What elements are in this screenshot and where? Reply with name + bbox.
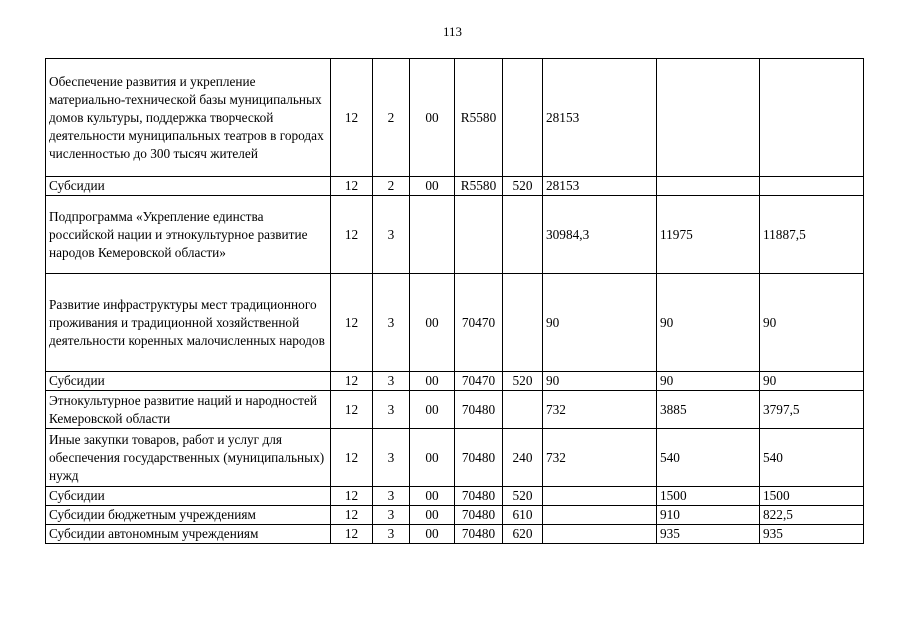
expense-type-cell (503, 391, 543, 429)
row-name-cell: Субсидии (46, 177, 331, 196)
amount-year1-cell: 28153 (543, 59, 657, 177)
amount-year3-cell (760, 59, 864, 177)
table-row (46, 506, 864, 525)
program-code-cell: 00 (410, 59, 455, 177)
expense-type-cell: 610 (503, 506, 543, 525)
section-code-cell: 12 (331, 391, 373, 429)
expense-type-cell (503, 274, 543, 372)
amount-year1-cell: 732 (543, 391, 657, 429)
section-code-cell: 12 (331, 372, 373, 391)
amount-year2-cell: 935 (657, 525, 760, 544)
amount-year2-cell: 3885 (657, 391, 760, 429)
table-row (46, 59, 864, 177)
amount-year1-cell: 90 (543, 372, 657, 391)
row-name-cell: Развитие инфраструктуры мест традиционного проживания и традиционной хозяйственной деятельности коренных малочисленных народов (46, 274, 331, 372)
subsection-code-cell: 3 (373, 196, 410, 274)
expense-type-cell: 520 (503, 177, 543, 196)
subsection-code-cell: 3 (373, 506, 410, 525)
amount-year3-cell: 822,5 (760, 506, 864, 525)
direction-code-cell: 70480 (455, 487, 503, 506)
direction-code-cell: R5580 (455, 59, 503, 177)
table-row (46, 196, 864, 274)
direction-code-cell: 70480 (455, 506, 503, 525)
expense-type-cell (503, 196, 543, 274)
amount-year3-cell: 1500 (760, 487, 864, 506)
section-code-cell: 12 (331, 196, 373, 274)
direction-code-cell (455, 196, 503, 274)
subsection-code-cell: 3 (373, 274, 410, 372)
page-number: 113 (442, 24, 463, 39)
expense-type-cell: 240 (503, 429, 543, 487)
row-name-cell: Этнокультурное развитие наций и народностей Кемеровской области (46, 391, 331, 429)
amount-year2-cell: 910 (657, 506, 760, 525)
amount-year2-cell: 90 (657, 372, 760, 391)
section-code-cell: 12 (331, 177, 373, 196)
subsection-code-cell: 2 (373, 177, 410, 196)
direction-code-cell: 70470 (455, 274, 503, 372)
program-code-cell (410, 196, 455, 274)
table-row (46, 487, 864, 506)
section-code-cell: 12 (331, 274, 373, 372)
row-name-cell: Субсидии автономным учреждениям (46, 525, 331, 544)
section-code-cell: 12 (331, 487, 373, 506)
expense-type-cell (503, 59, 543, 177)
expense-type-cell: 520 (503, 372, 543, 391)
amount-year3-cell: 90 (760, 372, 864, 391)
amount-year2-cell: 11975 (657, 196, 760, 274)
amount-year2-cell: 540 (657, 429, 760, 487)
amount-year3-cell (760, 177, 864, 196)
section-code-cell: 12 (331, 506, 373, 525)
budget-table (45, 58, 864, 544)
subsection-code-cell: 3 (373, 391, 410, 429)
amount-year1-cell (543, 506, 657, 525)
row-name-cell: Субсидии (46, 372, 331, 391)
section-code-cell: 12 (331, 59, 373, 177)
amount-year3-cell: 11887,5 (760, 196, 864, 274)
row-name-cell: Субсидии бюджетным учреждениям (46, 506, 331, 525)
table-row (46, 274, 864, 372)
table-row (46, 391, 864, 429)
table-row (46, 372, 864, 391)
program-code-cell: 00 (410, 487, 455, 506)
subsection-code-cell: 3 (373, 525, 410, 544)
table-row (46, 525, 864, 544)
program-code-cell: 00 (410, 391, 455, 429)
subsection-code-cell: 3 (373, 487, 410, 506)
amount-year1-cell: 28153 (543, 177, 657, 196)
program-code-cell: 00 (410, 372, 455, 391)
section-code-cell: 12 (331, 429, 373, 487)
section-code-cell: 12 (331, 525, 373, 544)
direction-code-cell: R5580 (455, 177, 503, 196)
table-row (46, 429, 864, 487)
direction-code-cell: 70480 (455, 525, 503, 544)
program-code-cell: 00 (410, 177, 455, 196)
subsection-code-cell: 2 (373, 59, 410, 177)
program-code-cell: 00 (410, 274, 455, 372)
amount-year3-cell: 540 (760, 429, 864, 487)
amount-year2-cell: 90 (657, 274, 760, 372)
direction-code-cell: 70480 (455, 429, 503, 487)
subsection-code-cell: 3 (373, 429, 410, 487)
direction-code-cell: 70480 (455, 391, 503, 429)
amount-year1-cell: 30984,3 (543, 196, 657, 274)
program-code-cell: 00 (410, 525, 455, 544)
expense-type-cell: 620 (503, 525, 543, 544)
amount-year1-cell: 90 (543, 274, 657, 372)
row-name-cell: Подпрограмма «Укрепление единства российской нации и этнокультурное развитие народов Кемеровской области» (46, 196, 331, 274)
subsection-code-cell: 3 (373, 372, 410, 391)
amount-year1-cell: 732 (543, 429, 657, 487)
amount-year1-cell (543, 487, 657, 506)
expense-type-cell: 520 (503, 487, 543, 506)
amount-year2-cell: 1500 (657, 487, 760, 506)
amount-year1-cell (543, 525, 657, 544)
row-name-cell: Иные закупки товаров, работ и услуг для обеспечения государственных (муниципальных) нужд (46, 429, 331, 487)
amount-year3-cell: 90 (760, 274, 864, 372)
amount-year3-cell: 935 (760, 525, 864, 544)
row-name-cell: Обеспечение развития и укрепление материально-технической базы муниципальных домов культуры, поддержка творческой деятельности муниципальных театров в городах численностью до 300 тысяч жителей (46, 59, 331, 177)
direction-code-cell: 70470 (455, 372, 503, 391)
amount-year2-cell (657, 177, 760, 196)
program-code-cell: 00 (410, 429, 455, 487)
row-name-cell: Субсидии (46, 487, 331, 506)
table-row (46, 177, 864, 196)
table-body (46, 59, 864, 544)
amount-year3-cell: 3797,5 (760, 391, 864, 429)
amount-year2-cell (657, 59, 760, 177)
program-code-cell: 00 (410, 506, 455, 525)
